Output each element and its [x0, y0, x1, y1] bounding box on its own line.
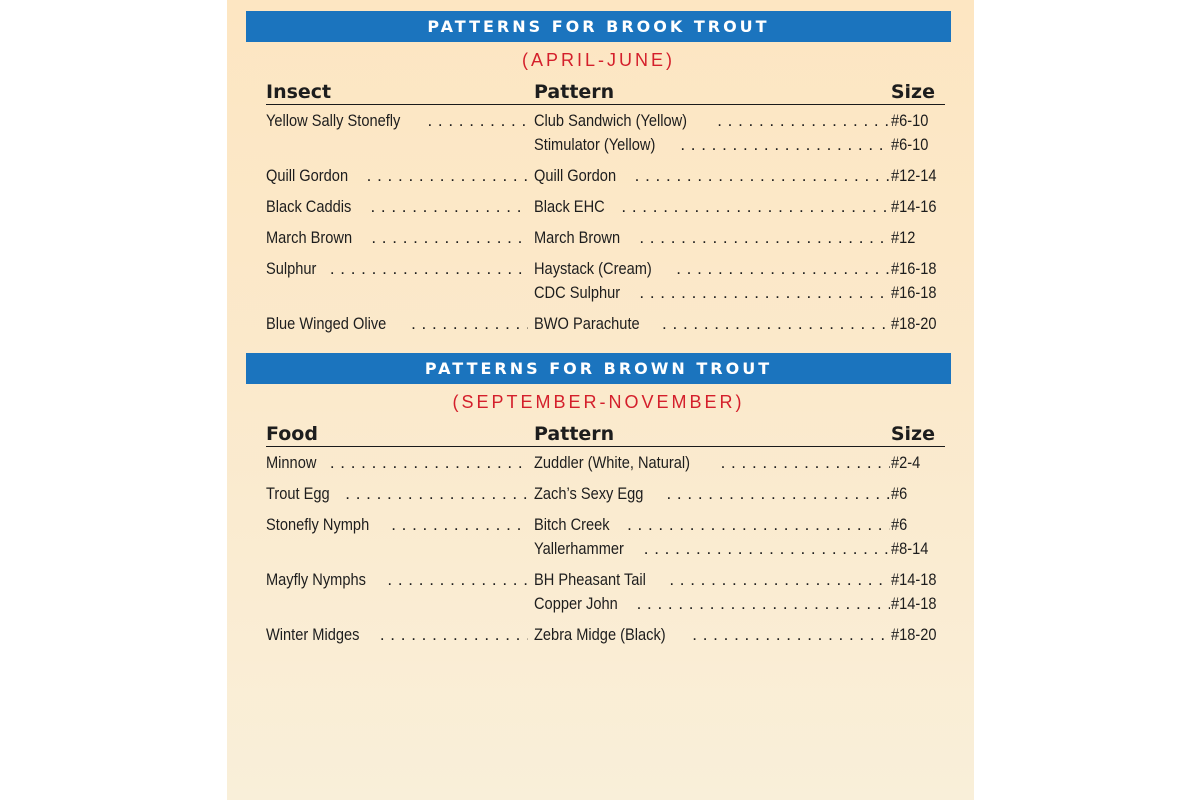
pattern-name: Haystack (Cream)	[534, 259, 652, 278]
size-value: #18-20	[891, 314, 937, 333]
header-pattern: Pattern	[534, 81, 615, 103]
size-value: #12-14	[891, 166, 937, 185]
pattern-cell	[534, 135, 890, 155]
table-row	[266, 484, 945, 508]
table-row	[266, 259, 945, 283]
pattern-cell	[534, 283, 890, 303]
size-cell	[891, 111, 934, 131]
brook-rows	[266, 111, 945, 338]
size-cell	[891, 135, 934, 155]
table-row	[266, 135, 945, 159]
table-row-group	[266, 314, 945, 338]
size-value: #2-4	[891, 453, 921, 472]
pattern-name: March Brown	[534, 228, 621, 247]
size-cell	[891, 453, 925, 473]
table-row-group	[266, 228, 945, 252]
table-row-group	[266, 111, 945, 159]
size-value: #16-18	[891, 259, 937, 278]
item-cell	[266, 166, 528, 186]
header-food: Food	[266, 423, 318, 445]
brown-rows	[266, 453, 945, 649]
pattern-cell	[534, 314, 890, 334]
header-size: Size	[890, 423, 935, 445]
pattern-cell	[534, 197, 890, 217]
pattern-cell	[534, 259, 890, 279]
pattern-cell	[534, 594, 890, 614]
brown-trout-section	[246, 353, 951, 656]
size-cell	[891, 515, 910, 535]
table-row	[266, 283, 945, 307]
table-row-group	[266, 197, 945, 221]
size-value: #6-10	[891, 111, 929, 130]
brown-trout-season: (SEPTEMBER-NOVEMBER)	[452, 392, 745, 412]
pattern-cell	[534, 111, 890, 131]
size-value: #16-18	[891, 283, 937, 302]
brook-table-header	[266, 78, 945, 105]
item-name: March Brown	[266, 228, 353, 247]
item-cell	[266, 197, 528, 217]
item-cell	[266, 515, 528, 535]
size-cell	[891, 594, 944, 614]
size-cell	[891, 259, 944, 279]
header-pattern: Pattern	[534, 423, 615, 445]
pattern-name: Bitch Creek	[534, 515, 610, 534]
pattern-cell	[534, 570, 890, 590]
size-cell	[891, 570, 944, 590]
table-row	[266, 197, 945, 221]
pattern-cell	[534, 539, 890, 559]
item-cell	[266, 570, 528, 590]
item-name: Yellow Sally Stonefly	[266, 111, 401, 130]
size-value: #18-20	[891, 625, 937, 644]
pattern-name: BWO Parachute	[534, 314, 640, 333]
size-value: #14-18	[891, 570, 937, 589]
table-row-group	[266, 625, 945, 649]
item-cell	[266, 453, 528, 473]
pattern-name: BH Pheasant Tail	[534, 570, 646, 589]
pattern-cell	[534, 625, 890, 645]
brook-trout-season: (APRIL-JUNE)	[521, 50, 675, 70]
size-cell	[891, 539, 934, 559]
size-cell	[891, 283, 944, 303]
item-name: Quill Gordon	[266, 166, 349, 185]
pattern-cell	[534, 484, 890, 504]
table-row	[266, 314, 945, 338]
item-name: Blue Winged Olive	[266, 314, 387, 333]
brown-trout-banner: PATTERNS FOR BROWN TROUT	[246, 353, 951, 384]
size-value: #6	[891, 484, 908, 503]
pattern-name: Quill Gordon	[534, 166, 617, 185]
pattern-cell	[534, 453, 890, 473]
pattern-cell	[534, 515, 890, 535]
pattern-name: Zach’s Sexy Egg	[534, 484, 644, 503]
pattern-name: Zebra Midge (Black)	[534, 625, 666, 644]
item-cell	[266, 111, 528, 131]
table-row	[266, 453, 945, 477]
table-row	[266, 166, 945, 190]
size-cell	[891, 484, 910, 504]
table-row-group	[266, 453, 945, 477]
pattern-name: CDC Sulphur	[534, 283, 621, 302]
table-row	[266, 539, 945, 563]
item-cell	[266, 314, 528, 334]
table-row-group	[266, 484, 945, 508]
size-value: #6	[891, 515, 908, 534]
item-name: Black Caddis	[266, 197, 352, 216]
size-cell	[891, 197, 944, 217]
pattern-name: Black EHC	[534, 197, 605, 216]
header-size: Size	[890, 81, 935, 103]
table-row	[266, 594, 945, 618]
table-row	[266, 625, 945, 649]
header-insect: Insect	[266, 81, 332, 103]
table-row-group	[266, 259, 945, 307]
pattern-cell	[534, 166, 890, 186]
item-cell	[266, 228, 528, 248]
size-cell	[891, 166, 944, 186]
table-row	[266, 515, 945, 539]
table-row-group	[266, 166, 945, 190]
item-name: Stonefly Nymph	[266, 515, 370, 534]
item-cell	[266, 259, 528, 279]
pattern-name: Stimulator (Yellow)	[534, 135, 656, 154]
item-name: Trout Egg	[266, 484, 330, 503]
item-name: Winter Midges	[266, 625, 360, 644]
size-value: #8-14	[891, 539, 929, 558]
item-name: Sulphur	[266, 259, 317, 278]
pattern-name: Club Sandwich (Yellow)	[534, 111, 688, 130]
size-cell	[891, 625, 944, 645]
size-cell	[891, 314, 944, 334]
size-value: #14-16	[891, 197, 937, 216]
item-cell	[266, 625, 528, 645]
brook-trout-section	[246, 11, 951, 345]
item-name: Mayfly Nymphs	[266, 570, 366, 589]
pattern-name: Zuddler (White, Natural)	[534, 453, 690, 472]
pattern-name: Yallerhammer	[534, 539, 624, 558]
item-cell	[266, 484, 528, 504]
brown-table-header	[266, 420, 945, 447]
pattern-cell	[534, 228, 890, 248]
brook-trout-banner: PATTERNS FOR BROOK TROUT	[246, 11, 951, 42]
pattern-name: Copper John	[534, 594, 618, 613]
table-row-group	[266, 570, 945, 618]
table-row	[266, 570, 945, 594]
size-value: #6-10	[891, 135, 929, 154]
table-row-group	[266, 515, 945, 563]
size-cell	[891, 228, 919, 248]
item-name: Minnow	[266, 453, 317, 472]
size-value: #14-18	[891, 594, 937, 613]
table-row	[266, 228, 945, 252]
table-row	[266, 111, 945, 135]
size-value: #12	[891, 228, 916, 247]
